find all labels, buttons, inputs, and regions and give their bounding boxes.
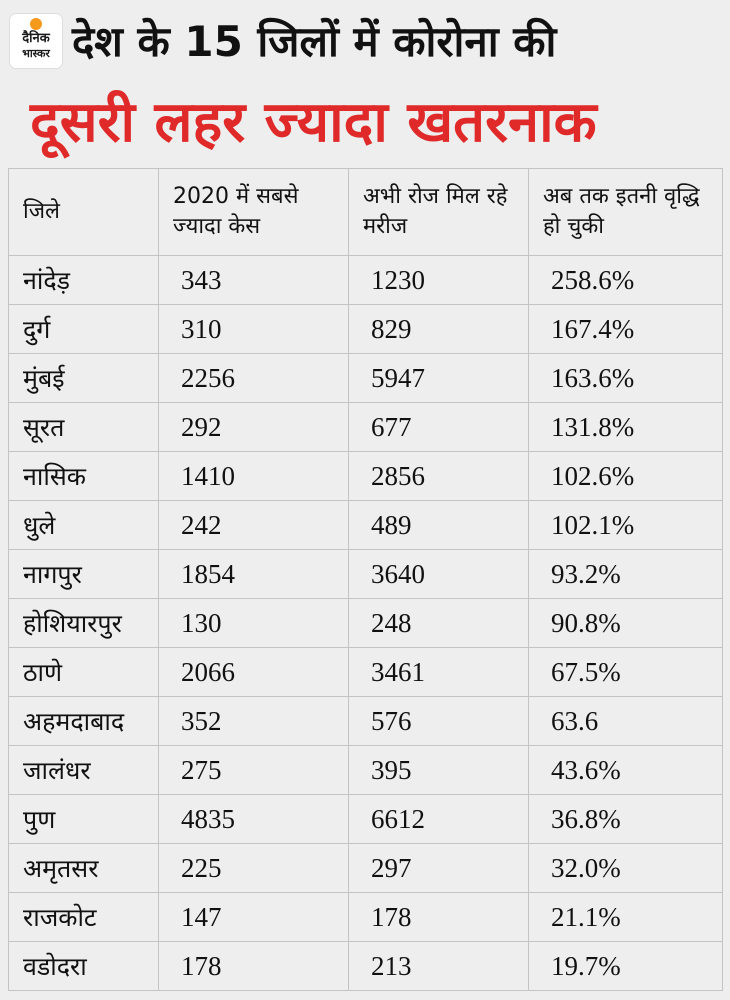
increase-percent: 32.0%	[529, 844, 723, 893]
increase-percent: 21.1%	[529, 893, 723, 942]
header-increase: अब तक इतनी वृद्धि हो चुकी	[529, 169, 723, 256]
title-line2-highlight: दूसरी लहर ज्यादा खतरनाक	[30, 90, 597, 155]
current-daily-cases: 297	[349, 844, 529, 893]
table-row	[9, 795, 723, 844]
peak-2020-cases: 275	[159, 746, 349, 795]
district-name: नांदेड़	[9, 256, 159, 305]
table-row	[9, 305, 723, 354]
current-daily-cases: 576	[349, 697, 529, 746]
table-row	[9, 354, 723, 403]
table-row	[9, 942, 723, 991]
peak-2020-cases: 292	[159, 403, 349, 452]
increase-percent: 93.2%	[529, 550, 723, 599]
table-row	[9, 599, 723, 648]
increase-percent: 63.6	[529, 697, 723, 746]
table-row	[9, 550, 723, 599]
increase-percent: 36.8%	[529, 795, 723, 844]
increase-percent: 163.6%	[529, 354, 723, 403]
increase-percent: 131.8%	[529, 403, 723, 452]
table-row	[9, 844, 723, 893]
current-daily-cases: 6612	[349, 795, 529, 844]
district-name: अमृतसर	[9, 844, 159, 893]
table-row	[9, 501, 723, 550]
table-body	[9, 256, 723, 991]
header-current-daily: अभी रोज मिल रहे मरीज	[349, 169, 529, 256]
header-district: जिले	[9, 169, 159, 256]
table-row	[9, 697, 723, 746]
current-daily-cases: 5947	[349, 354, 529, 403]
increase-percent: 90.8%	[529, 599, 723, 648]
increase-percent: 67.5%	[529, 648, 723, 697]
peak-2020-cases: 352	[159, 697, 349, 746]
current-daily-cases: 1230	[349, 256, 529, 305]
current-daily-cases: 677	[349, 403, 529, 452]
current-daily-cases: 2856	[349, 452, 529, 501]
district-name: मुंबई	[9, 354, 159, 403]
district-name: होशियारपुर	[9, 599, 159, 648]
table-row	[9, 452, 723, 501]
district-name: सूरत	[9, 403, 159, 452]
district-cases-table	[8, 168, 723, 991]
peak-2020-cases: 242	[159, 501, 349, 550]
increase-percent: 258.6%	[529, 256, 723, 305]
increase-percent: 19.7%	[529, 942, 723, 991]
district-name: नागपुर	[9, 550, 159, 599]
sun-icon	[30, 18, 42, 30]
increase-percent: 102.6%	[529, 452, 723, 501]
current-daily-cases: 3640	[349, 550, 529, 599]
district-name: धुले	[9, 501, 159, 550]
peak-2020-cases: 147	[159, 893, 349, 942]
current-daily-cases: 178	[349, 893, 529, 942]
current-daily-cases: 489	[349, 501, 529, 550]
district-name: राजकोट	[9, 893, 159, 942]
logo-text-line2: भास्कर	[22, 47, 50, 60]
current-daily-cases: 213	[349, 942, 529, 991]
district-name: ठाणे	[9, 648, 159, 697]
table-row	[9, 648, 723, 697]
peak-2020-cases: 130	[159, 599, 349, 648]
district-name: दुर्ग	[9, 305, 159, 354]
peak-2020-cases: 1854	[159, 550, 349, 599]
peak-2020-cases: 4835	[159, 795, 349, 844]
current-daily-cases: 248	[349, 599, 529, 648]
dainik-bhaskar-logo	[10, 14, 62, 68]
peak-2020-cases: 2256	[159, 354, 349, 403]
peak-2020-cases: 343	[159, 256, 349, 305]
current-daily-cases: 395	[349, 746, 529, 795]
title-line1: देश के 15 जिलों में कोरोना की	[72, 17, 557, 66]
peak-2020-cases: 2066	[159, 648, 349, 697]
table-header-row	[9, 169, 723, 256]
table-row	[9, 746, 723, 795]
table-row	[9, 893, 723, 942]
table-row	[9, 403, 723, 452]
logo-text-line1: दैनिक	[22, 31, 50, 46]
increase-percent: 102.1%	[529, 501, 723, 550]
peak-2020-cases: 1410	[159, 452, 349, 501]
district-name: वडोदरा	[9, 942, 159, 991]
peak-2020-cases: 178	[159, 942, 349, 991]
peak-2020-cases: 310	[159, 305, 349, 354]
table-row	[9, 256, 723, 305]
district-name: अहमदाबाद	[9, 697, 159, 746]
district-name: नासिक	[9, 452, 159, 501]
current-daily-cases: 3461	[349, 648, 529, 697]
increase-percent: 167.4%	[529, 305, 723, 354]
current-daily-cases: 829	[349, 305, 529, 354]
district-name: पुण	[9, 795, 159, 844]
increase-percent: 43.6%	[529, 746, 723, 795]
district-name: जालंधर	[9, 746, 159, 795]
peak-2020-cases: 225	[159, 844, 349, 893]
header-peak-2020: 2020 में सबसे ज्यादा केस	[159, 169, 349, 256]
